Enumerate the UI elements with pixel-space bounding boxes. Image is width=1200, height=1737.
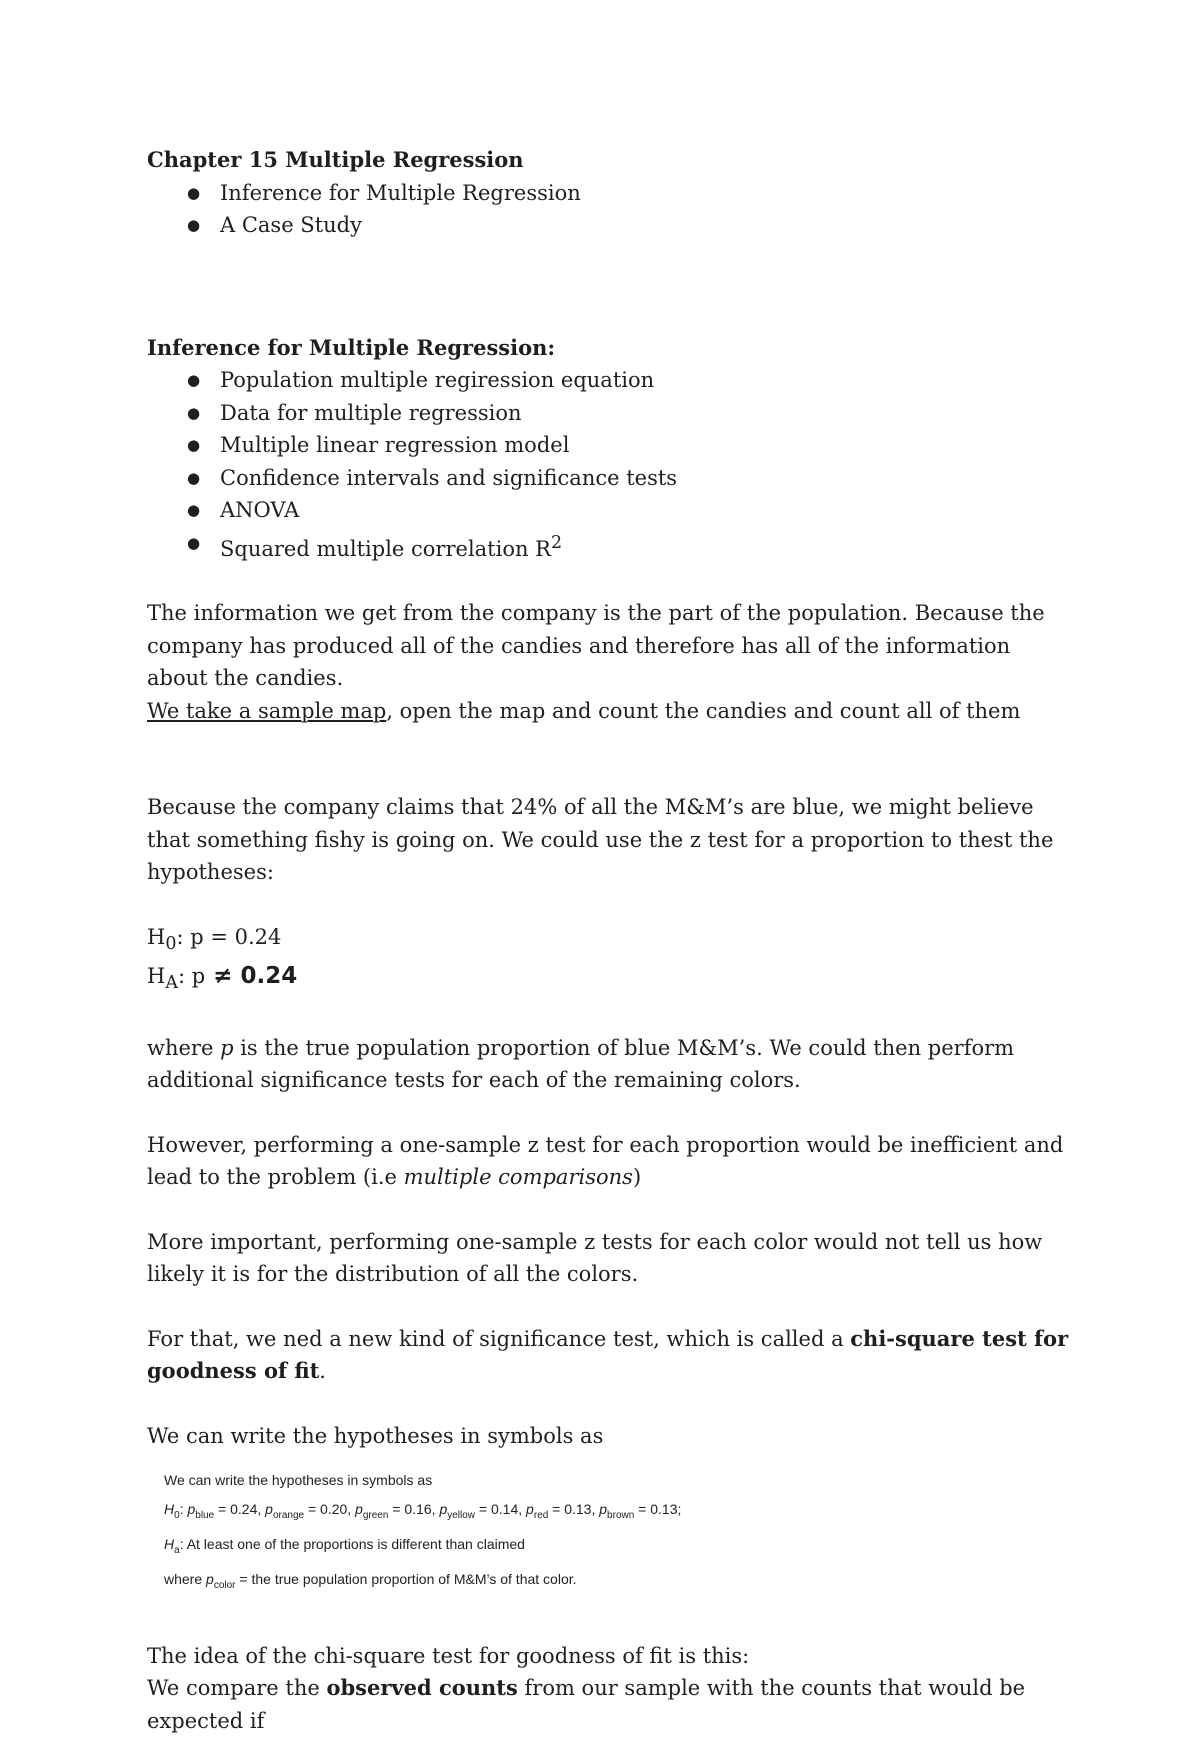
not-equal-value: ≠ 0.24 <box>213 963 298 990</box>
where-paragraph: where p is the true population proportion of blue M&M’s. We could then perform additional significance tests for each of the remaining colors. <box>147 1035 1015 1093</box>
claim-paragraph: Because the company claims that 24% of all the M&M’s are blue, we might believe that something fishy is going on. We could use the z test for a proportion to thest the hypotheses: <box>147 795 1054 884</box>
list-item: ● ANOVA <box>187 494 1077 527</box>
alternative-hypothesis: $H_A$: p ≠ 0.24 <box>147 963 298 994</box>
embedded-where: where $p_{color}$ = the true population proportion of M&M’s of that color. <box>164 1570 577 1591</box>
r-squared-label: Squared multiple correlation R <box>220 536 551 561</box>
info-paragraph: The information we get from the company is the part of the population. Because the company has produced all of the candies and therefore has all of the information about the candies. <box>147 601 1045 690</box>
embedded-hypotheses-image <box>164 1466 804 1599</box>
for-that-paragraph: For that, we ned a new kind of significance test, which is called a chi-square test for goodness of fit. <box>147 1325 1069 1384</box>
chapter-title: Chapter 15 Multiple Regression <box>147 147 524 172</box>
embedded-ha: $H_a$: At least one of the proportions is different than claimed <box>164 1536 525 1556</box>
sample-paragraph: We take a sample map, open the map and count the candies and count all of them <box>147 698 1021 723</box>
sample-underlined-text: We take a sample map <box>147 698 387 723</box>
list-item <box>187 527 1077 566</box>
write-hypotheses-paragraph: We can write the hypotheses in symbols as <box>147 1423 604 1448</box>
more-important-paragraph: More important, performing one-sample z tests for each color would not tell us how likely it is for the distribution of all the colors. <box>147 1229 1043 1287</box>
document-content <box>147 144 1077 1737</box>
compare-paragraph: We compare the observed counts from our sample with the counts that would be expected if <box>147 1675 1026 1733</box>
list-item: ● Confidence intervals and significance tests <box>187 462 1077 495</box>
list-item: ● A Case Study <box>187 209 1077 242</box>
list-item: ● Population multiple regiression equation <box>187 364 1077 397</box>
section-topic-list <box>147 364 1077 565</box>
list-item: ● Multiple linear regression model <box>187 429 1077 462</box>
idea-paragraph: The idea of the chi-square test for goodness of fit is this: <box>147 1643 750 1668</box>
embedded-line: We can write the hypotheses in symbols as <box>164 1472 433 1489</box>
list-item: ● Data for multiple regression <box>187 397 1077 430</box>
embedded-h0: $H_0$: $p_{blue} = 0.24$, $p_{orange} = 0.20$, $p_{green} = 0.16$, $p_{yellow} = 0.14$, $p_{red} = 0.13$, $p_{brown} = 0.13$; <box>164 1501 682 1522</box>
list-item: ● Inference for Multiple Regression <box>187 177 1077 210</box>
r-squared-exponent: 2 <box>551 532 563 553</box>
chapter-topic-list <box>147 177 1077 242</box>
section-title: Inference for Multiple Regression: <box>147 334 556 360</box>
however-paragraph: However, performing a one-sample z test for each proportion would be inefficient and lead to the problem (i.e multiple comparisons) <box>147 1132 1064 1190</box>
null-hypothesis: $H_0$: p = 0.24 <box>147 924 282 954</box>
